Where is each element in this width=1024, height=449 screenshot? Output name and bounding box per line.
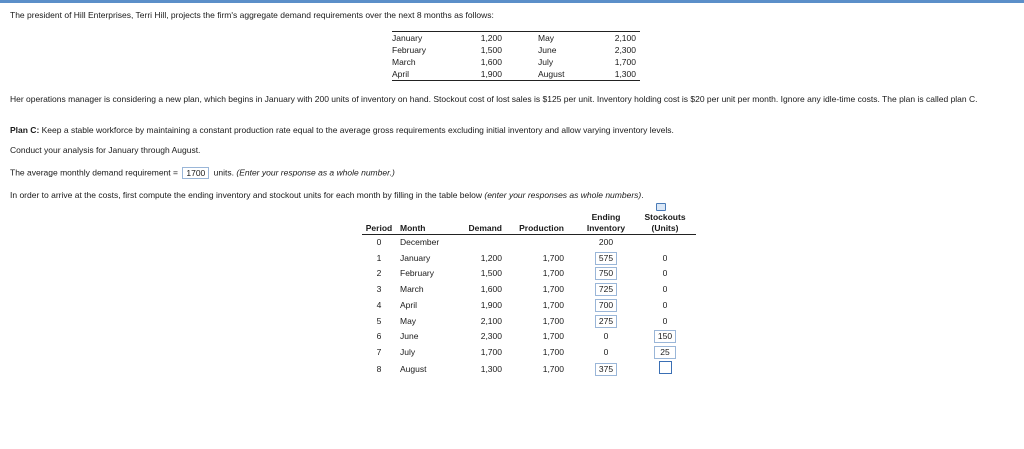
- header-month: Month: [396, 223, 450, 235]
- period-cell: 2: [376, 268, 382, 279]
- period-cell: 0: [376, 237, 382, 247]
- month-cell: May: [400, 315, 417, 326]
- forecast-month: May: [520, 32, 590, 45]
- table-row: [362, 345, 696, 361]
- stockout-cell: [634, 251, 696, 267]
- average-demand-prefix: The average monthly demand requirement =: [10, 167, 178, 178]
- forecast-value: 1,600: [480, 57, 502, 67]
- table-row: [362, 282, 696, 298]
- forecast-value: 1,500: [480, 45, 502, 55]
- stockout-cell: [634, 266, 696, 282]
- production-cell: 1,700: [542, 284, 564, 295]
- production-cell: 1,700: [542, 299, 564, 310]
- month-cell: February: [400, 268, 435, 279]
- period-cell: 3: [376, 284, 382, 295]
- average-demand-suffix: units.: [213, 167, 234, 178]
- stockout-input[interactable]: 0: [662, 268, 668, 279]
- forecast-month: April: [392, 69, 410, 79]
- average-demand-input[interactable]: 1700: [182, 167, 209, 179]
- forecast-month: July: [538, 57, 554, 67]
- plan-description: [10, 125, 674, 135]
- table-row: [362, 298, 696, 314]
- forecast-month: June: [538, 45, 557, 55]
- stockout-input[interactable]: 0: [662, 299, 668, 310]
- plan-text: Keep a stable workforce by maintaining a constant production rate equal to the average gross requirements excluding initial inventory and allow varying inventory levels.: [39, 125, 674, 135]
- table-row: [362, 266, 696, 282]
- header-ending-bottom: Inventory: [578, 223, 634, 235]
- forecast-value: 1,700: [614, 57, 636, 67]
- plan-label: Plan C:: [10, 125, 40, 135]
- table-row: [362, 361, 696, 380]
- demand-cell: 2,100: [480, 315, 502, 326]
- stockout-cell: [634, 314, 696, 330]
- period-cell: 4: [376, 299, 382, 310]
- month-cell: March: [400, 284, 424, 295]
- header-demand: Demand: [450, 223, 510, 235]
- table-instruction-end: .: [641, 190, 644, 200]
- demand-cell: 1,700: [480, 346, 502, 357]
- table-row: [362, 329, 696, 345]
- forecast-row: [392, 44, 640, 56]
- ending-inventory-input[interactable]: 575: [595, 252, 617, 265]
- month-cell: June: [400, 331, 419, 342]
- ending-inventory-cell: [578, 235, 634, 251]
- ending-inventory-input[interactable]: 0: [603, 346, 609, 357]
- intro-text: The president of Hill Enterprises, Terri Hill, projects the firm's aggregate demand requirements over the next 8 months as follows:: [10, 10, 494, 20]
- stockout-input[interactable]: 25: [654, 346, 676, 359]
- month-cell: July: [400, 346, 416, 357]
- table-row: [362, 314, 696, 330]
- forecast-month: January: [392, 32, 462, 45]
- production-cell: 1,700: [542, 364, 564, 375]
- production-cell: 1,700: [542, 346, 564, 357]
- period-cell: 1: [376, 252, 382, 263]
- forecast-month: August: [538, 69, 565, 79]
- demand-cell: 1,200: [480, 252, 502, 263]
- ending-inventory-cell: [578, 266, 634, 282]
- period-cell: 8: [376, 364, 382, 375]
- ending-inventory-cell: [578, 251, 634, 267]
- forecast-value: 1,300: [614, 69, 636, 79]
- ending-inventory-input[interactable]: 0: [603, 331, 609, 342]
- forecast-row: [392, 32, 640, 45]
- production-cell: [510, 235, 578, 251]
- ending-inventory-value: 200: [598, 237, 614, 247]
- production-cell: 1,700: [542, 331, 564, 342]
- top-accent-bar: [0, 0, 1024, 3]
- inventory-table: [362, 212, 696, 379]
- month-cell: December: [400, 237, 440, 247]
- month-cell: August: [400, 364, 427, 375]
- header-production: Production: [510, 223, 578, 235]
- stockout-input[interactable]: [659, 361, 672, 374]
- demand-cell: 2,300: [480, 331, 502, 342]
- conduct-instruction: Conduct your analysis for January through August.: [10, 145, 201, 155]
- table-instruction-note: (enter your responses as whole numbers): [484, 190, 642, 200]
- header-stockouts-bottom: (Units): [634, 223, 696, 235]
- demand-forecast-table: [392, 31, 640, 81]
- demand-cell: 1,300: [480, 364, 502, 375]
- ending-inventory-input[interactable]: 750: [595, 267, 617, 280]
- ending-inventory-cell: [578, 345, 634, 361]
- ending-inventory-cell: [578, 282, 634, 298]
- demand-cell: 1,900: [480, 299, 502, 310]
- stockout-input[interactable]: 0: [662, 252, 668, 263]
- table-instruction: [10, 190, 644, 200]
- stockout-cell: [634, 282, 696, 298]
- forecast-row: [392, 68, 640, 81]
- table-instruction-text: In order to arrive at the costs, first compute the ending inventory and stockout units for each month by filling in the table below: [10, 190, 485, 200]
- average-demand-note: (Enter your response as a whole number.): [236, 167, 395, 178]
- forecast-value: 1,900: [480, 69, 502, 79]
- demand-cell: 1,500: [480, 268, 502, 279]
- stockout-cell: [634, 361, 696, 380]
- scenario-paragraph: Her operations manager is considering a new plan, which begins in January with 200 units of inventory on hand. Stockout cost of lost sales is $125 per unit. Inventory holding cost is $20 per unit per month. Ignore any idle-time costs. The plan is called plan C.: [10, 94, 978, 104]
- month-cell: April: [400, 299, 418, 310]
- ending-inventory-cell: [578, 329, 634, 345]
- period-cell: 6: [376, 331, 382, 342]
- stockout-input[interactable]: 0: [662, 315, 668, 326]
- forecast-value: 1,200: [462, 32, 520, 45]
- header-period: Period: [362, 223, 396, 235]
- table-row: [362, 251, 696, 267]
- production-cell: 1,700: [542, 268, 564, 279]
- stockout-cell: [634, 329, 696, 345]
- stockout-cell: [634, 235, 696, 251]
- period-cell: 7: [376, 346, 382, 357]
- stockout-input[interactable]: 150: [654, 330, 676, 343]
- demand-cell: [450, 235, 510, 251]
- ending-inventory-cell: [578, 298, 634, 314]
- stockout-input[interactable]: 0: [662, 284, 668, 295]
- forecast-month: February: [392, 45, 427, 55]
- period-cell: 5: [376, 315, 382, 326]
- header-stockouts-top: Stockouts: [644, 212, 686, 222]
- production-cell: 1,700: [542, 252, 564, 263]
- forecast-value: 2,100: [590, 32, 640, 45]
- ending-inventory-input[interactable]: 725: [595, 283, 617, 296]
- ending-inventory-cell: [578, 314, 634, 330]
- stockout-cell: [634, 298, 696, 314]
- production-cell: 1,700: [542, 315, 564, 326]
- header-ending-top: Ending: [591, 212, 621, 222]
- forecast-month: March: [392, 57, 416, 67]
- month-cell: January: [400, 252, 431, 263]
- ending-inventory-input[interactable]: 375: [595, 363, 617, 376]
- average-demand-line: [10, 167, 395, 179]
- ending-inventory-input[interactable]: 700: [595, 299, 617, 312]
- ending-inventory-input[interactable]: 275: [595, 315, 617, 328]
- calculator-icon[interactable]: [656, 203, 666, 211]
- stockout-cell: [634, 345, 696, 361]
- table-row: [362, 235, 696, 251]
- demand-cell: 1,600: [480, 284, 502, 295]
- forecast-row: [392, 56, 640, 68]
- forecast-value: 2,300: [614, 45, 636, 55]
- ending-inventory-cell: [578, 361, 634, 380]
